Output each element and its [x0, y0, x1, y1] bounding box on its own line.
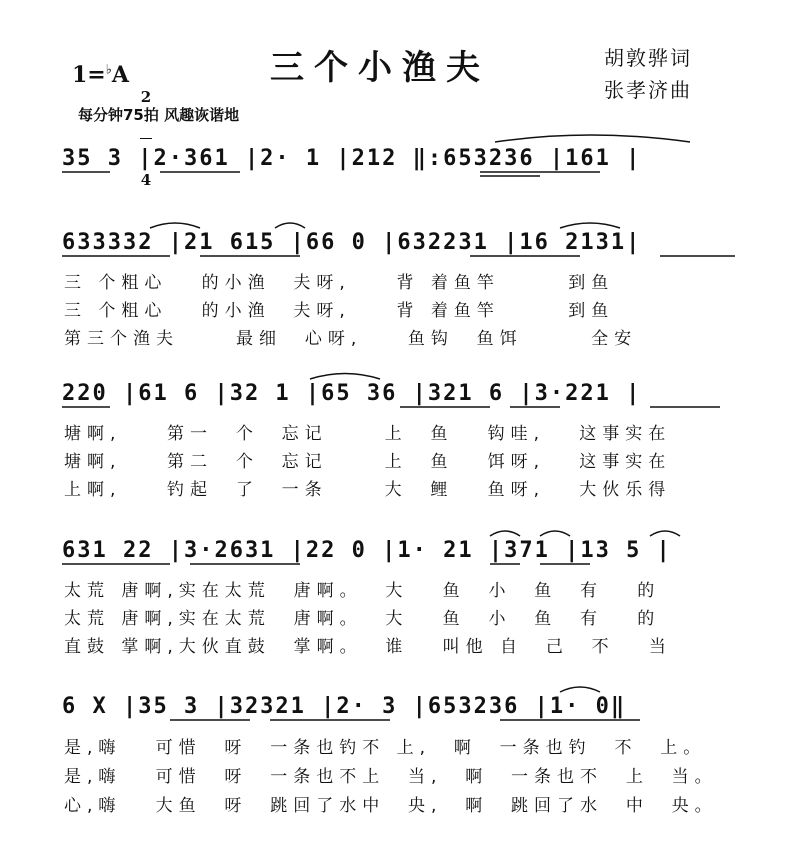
time-signature-top: 2: [140, 88, 152, 106]
key-note: A: [111, 62, 129, 88]
lyric-line-2-verse-3: 第三个渔夫 最细 心呀, 鱼钩 鱼饵 全安: [64, 329, 638, 349]
notation-line-2: 633332 |21 615 |66 0 |632231 |16 2131|: [62, 230, 642, 255]
lyric-line-2-verse-1: 三 个粗心 的小渔 夫呀, 背 着鱼竿 到鱼: [64, 273, 615, 293]
lyric-line-4-verse-2: 太荒 唐啊,实在太荒 唐啊。 大 鱼 小 鱼 有 的: [64, 609, 661, 629]
lyric-line-4-verse-3: 直鼓 掌啊,大伙直鼓 掌啊。 谁 叫他 自 己 不 当: [64, 637, 672, 657]
lyric-line-3-verse-3: 上啊, 钓起 了 一条 大 鲤 鱼呀, 大伙乐得: [64, 480, 672, 500]
lyric-line-5-verse-3: 心,嗨 大鱼 呀 跳回了水中 央, 啊 跳回了水 中 央。: [64, 796, 718, 816]
tempo-marking: 每分钟75拍 风趣诙谐地: [78, 106, 240, 124]
notation-line-1: 35 3 |2·361 |2· 1 |212 ‖:653236 |161 |: [62, 146, 642, 171]
lyric-line-2-verse-2: 三 个粗心 的小渔 夫呀, 背 着鱼竿 到鱼: [64, 301, 615, 321]
notation-line-4: 631 22 |3·2631 |22 0 |1· 21 |371 |13 5 |: [62, 538, 672, 563]
song-title: 三个小渔夫: [270, 48, 490, 88]
lyric-line-5-verse-1: 是,嗨 可惜 呀 一条也钓不 上, 啊 一条也钓 不 上。: [64, 738, 707, 758]
notation-line-3: 220 |61 6 |32 1 |65 36 |321 6 |3·221 |: [62, 381, 642, 406]
notation-line-5: 6 X |35 3 |32321 |2· 3 |653236 |1· 0‖: [62, 694, 627, 719]
lyric-line-5-verse-2: 是,嗨 可惜 呀 一条也不上 当, 啊 一条也不 上 当。: [64, 767, 718, 787]
lyric-line-3-verse-1: 塘啊, 第一 个 忘记 上 鱼 钩哇, 这事实在: [64, 424, 672, 444]
lyric-line-3-verse-2: 塘啊, 第二 个 忘记 上 鱼 饵呀, 这事实在: [64, 452, 672, 472]
key-prefix: 1=: [72, 62, 106, 88]
composer-credit: 张孝济曲: [604, 78, 692, 102]
flat-sign: ♭: [105, 62, 112, 78]
lyric-line-4-verse-1: 太荒 唐啊,实在太荒 唐啊。 大 鱼 小 鱼 有 的: [64, 581, 661, 601]
lyricist-credit: 胡敦骅词: [604, 46, 692, 70]
time-signature-bottom: 4: [140, 171, 152, 189]
